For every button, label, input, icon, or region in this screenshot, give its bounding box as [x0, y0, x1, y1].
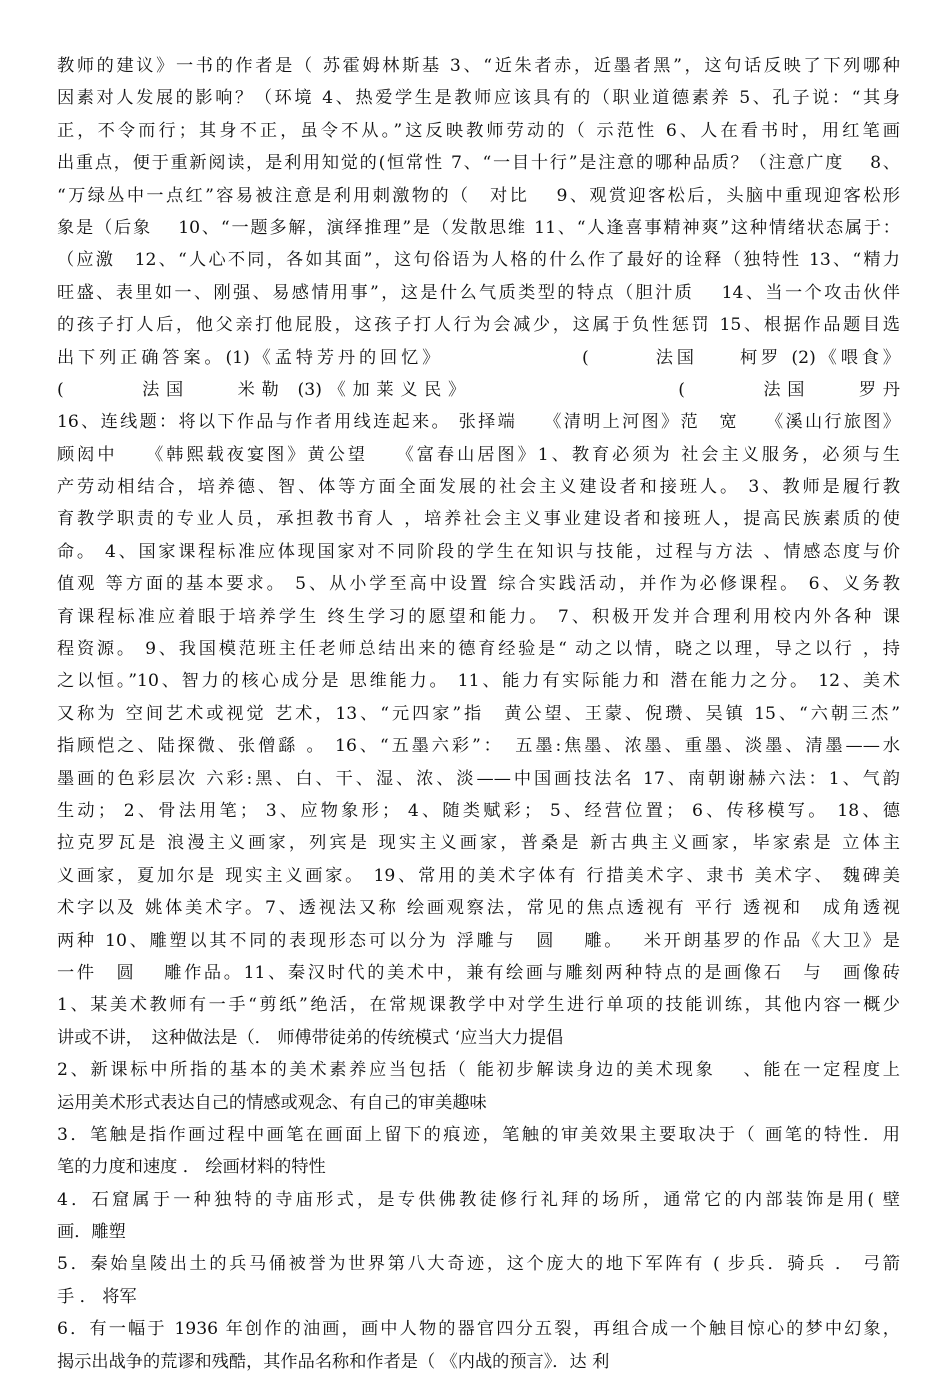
document-page — [57, 50, 900, 1378]
text-line: 揭示出战争的荒谬和残酷，其作品名称和作者是（ 《内战的预言》．达 利 — [57, 1351, 610, 1372]
text-line: 6．有一幅于 1936 年创作的油画，画中人物的器官四分五裂，再组合成一个触目惊心的梦中幻象， — [57, 1319, 900, 1340]
text-line: 育教学职责的专业人员，承担教书育人 ，培养社会主义事业建设者和接班人，提高民族素质的使 — [57, 509, 900, 530]
text-line: 出重点，便于重新阅读，是利用知觉的(恒常性 7、“一目十行”是注意的哪种品质？（注意广度 8、 — [57, 153, 900, 174]
text-line: （应激 12、“人心不同，各如其面”，这句俗语为人格的什么作了最好的诠释（独特性 13、“精力 — [57, 250, 900, 271]
text-line: 一件 圆 雕作品。11、秦汉时代的美术中，兼有绘画与雕刻两种特点的是画像石 与 画像砖 — [57, 962, 900, 983]
text-line: 两种 10、雕塑以其不同的表现形态可以分为 浮雕与 圆 雕。 米开朗基罗的作品《大卫》是 — [57, 930, 900, 951]
text-line: 的孩子打人后，他父亲打他屁股，这孩子打人行为会减少，这属于负性惩罚 15、根据作品题目选 — [57, 315, 900, 336]
text-line: 出下列正确答案。(1)《孟特芳丹的回忆》 ( 法国 柯罗 (2)《喂食》 — [57, 347, 900, 368]
text-line: 顾闳中 《韩熙载夜宴图》黄公望 《富春山居图》1、教育必须为 社会主义服务，必须与生 — [57, 444, 900, 465]
text-line: 因素对人发展的影响？（环境 4、热爱学生是教师应该具有的（职业道德素养 5、孔子说：“其身 — [57, 88, 900, 109]
text-line: 术字以及 姚体美术字。7、透视法又称 绘画观察法，常见的焦点透视有 平行 透视和 成角透视 — [57, 898, 900, 919]
text-line: 象是（后象 10、“一题多解，演绎推理”是（发散思维 11、“人逢喜事精神爽”这种情绪状态属于： — [57, 217, 900, 238]
text-line: 2、新课标中所指的基本的美术素养应当包括（ 能初步解读身边的美术现象 、能在一定程度上 — [57, 1060, 900, 1081]
text-line: ( 法国 米勒 (3)《加莱义民》 ( 法国 罗丹 — [57, 379, 900, 400]
text-line: 画．雕塑 — [57, 1222, 126, 1243]
text-line: 笔的力度和速度 ． 绘画材料的特性 — [57, 1157, 326, 1178]
text-line: 5．秦始皇陵出土的兵马俑被誉为世界第八大奇迹，这个庞大的地下军阵有 ( 步兵．骑兵 ． 弓箭 — [57, 1254, 900, 1275]
text-line: 16、连线题：将以下作品与作者用线连起来。 张择端 《清明上河图》范 宽 《溪山行旅图》 — [57, 412, 900, 433]
text-line: 命。 4、国家课程标准应体现国家对不同阶段的学生在知识与技能，过程与方法 、情感态度与价 — [57, 541, 900, 562]
text-line: 拉克罗瓦是 浪漫主义画家，列宾是 现实主义画家，普桑是 新古典主义画家，毕家索是 立体主 — [57, 833, 900, 854]
text-line: 旺盛、表里如一、刚强、易感情用事”，这是什么气质类型的特点（胆汁质 14、当一个攻击伙伴 — [57, 282, 900, 303]
text-line: 1、某美术教师有一手“剪纸”绝活，在常规课教学中对学生进行单项的技能训练，其他内容一概少 — [57, 995, 900, 1016]
text-line: 讲或不讲， 这种做法是（． 师傅带徒弟的传统模式 ‘应当大力提倡 — [57, 1027, 564, 1048]
text-line: 3．笔触是指作画过程中画笔在画面上留下的痕迹，笔触的审美效果主要取决于（ 画笔的特性．用 — [57, 1124, 900, 1145]
text-line: 生动； 2、骨法用笔； 3、应物象形； 4、随类赋彩； 5、经营位置； 6、传移模写。 18、德 — [57, 800, 900, 821]
text-line: “万绿丛中一点红”容易被注意是利用刺激物的（ 对比 9、观赏迎客松后，头脑中重现迎客松形 — [57, 185, 900, 206]
text-line: 手 ． 将军 — [57, 1286, 137, 1307]
text-line: 值观 等方面的基本要求。 5、从小学至高中设置 综合实践活动，并作为必修课程。 6、义务教 — [57, 574, 900, 595]
text-line: 育课程标准应着眼于培养学生 终生学习的愿望和能力。 7、积极开发并合理利用校内外各种 课 — [57, 606, 900, 627]
text-line: 之以恒。”10、智力的核心成分是 思维能力。 11、能力有实际能力和 潜在能力之分。 12、美术 — [57, 671, 900, 692]
text-line: 正，不令而行；其身不正，虽令不从。”这反映教师劳动的（ 示范性 6、人在看书时，用红笔画 — [57, 120, 900, 141]
text-line: 程资源。 9、我国模范班主任老师总结出来的德育经验是“ 动之以情，晓之以理，导之以行 ，持 — [57, 639, 900, 660]
text-line: 又称为 空间艺术或视觉 艺术，13、“元四家”指 黄公望、王蒙、倪瓒、吴镇 15、“六朝三杰” — [57, 703, 900, 724]
text-line: 4．石窟属于一种独特的寺庙形式，是专供佛教徒修行礼拜的场所，通常它的内部装饰是用( 壁 — [57, 1189, 900, 1210]
text-line: 义画家，夏加尔是 现实主义画家。 19、常用的美术字体有 行措美术字、隶书 美术字、 魏碑美 — [57, 865, 900, 886]
text-line: 运用美术形式表达自己的情感或观念、有自己的审美趣味 — [57, 1092, 487, 1113]
text-line: 教师的建议》一书的作者是（ 苏霍姆林斯基 3、“近朱者赤，近墨者黑”，这句话反映了下列哪种 — [57, 56, 900, 76]
text-line: 指顾恺之、陆探微、张僧繇 。 16、“五墨六彩”： 五墨:焦墨、浓墨、重墨、淡墨、清墨——水 — [57, 736, 900, 757]
text-line: 产劳动相结合，培养德、智、体等方面全面发展的社会主义建设者和接班人。 3、教师是履行教 — [57, 477, 900, 498]
text-line: 墨画的色彩层次 六彩:黑、白、干、湿、浓、淡——中国画技法名 17、南朝谢赫六法：1、气韵 — [57, 768, 900, 789]
